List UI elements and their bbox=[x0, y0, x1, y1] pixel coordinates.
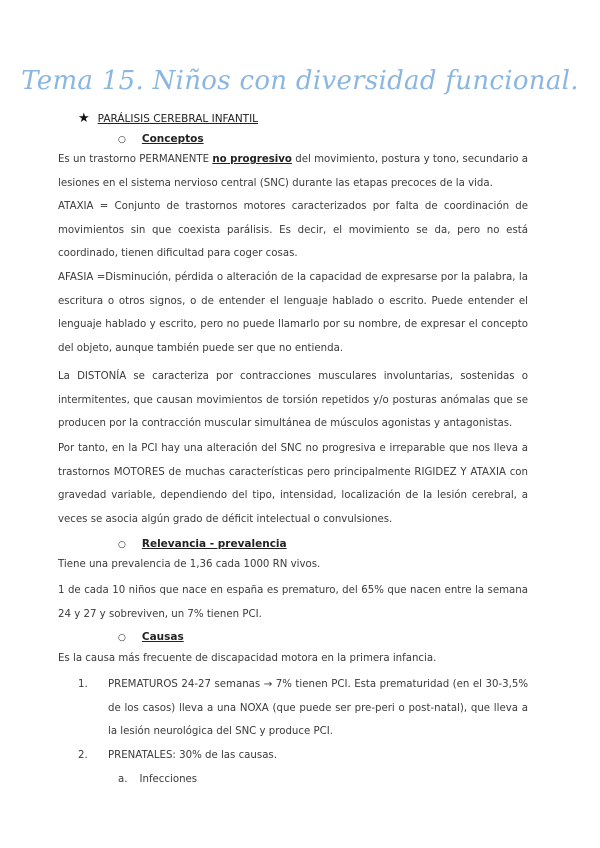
paragraph: AFASIA =Disminución, pérdida o alteración de la capacidad de expresarse por la palabra, la escritura o otros signos, o de entender el lenguaje hablado o escrito. Puede entender el lenguaje hablado y escrito, pero no puede llamarlo por su nombre, de expresar el concepto del objeto, aunque también puede ser que no entienda. bbox=[58, 272, 528, 355]
list-item-text: PREMATUROS 24-27 semanas → 7% tienen PCI. Esta prematuridad (en el 30-3,5% de los casos) lleva a una NOXA (que puede ser pre-peri o post-natal), que lleva a la lesión neurológica del SNC y produce PCI. bbox=[108, 679, 528, 737]
star-icon: ★ bbox=[78, 111, 90, 126]
subheading-label: Conceptos bbox=[141, 133, 204, 145]
subheading-label: Relevancia - prevalencia bbox=[141, 538, 287, 550]
subheading-label: Causas bbox=[141, 631, 184, 643]
circle-bullet-icon: ○ bbox=[118, 540, 126, 550]
paragraph: Tiene una prevalencia de 1,36 cada 1000 RN vivos. bbox=[58, 559, 321, 570]
page-title: Tema 15. Niños con diversidad funcional. bbox=[21, 66, 579, 96]
subheading-conceptos bbox=[118, 133, 204, 145]
circle-bullet-icon: ○ bbox=[118, 135, 126, 145]
paragraph: ATAXIA = Conjunto de trastornos motores caracterizados por falta de coordinación de movimientos sin que coexista parálisis. Es decir, el movimiento se da, pero no está coordinado, tienen dificultad para coger cosas. bbox=[58, 201, 528, 260]
emphasis-text: no progresivo bbox=[212, 154, 292, 165]
paragraph-text: del movimiento, postura y tono, secundario a lesiones en el sistema nervioso central (SNC) durante las etapas precoces de la vida. bbox=[58, 154, 528, 189]
subheading-causas bbox=[118, 631, 184, 643]
list-letter: a. bbox=[118, 774, 128, 785]
paragraph: La DISTONÍA se caracteriza por contracciones musculares involuntarias, sostenidas o intermitentes, que causan movimientos de torsión repetidos y/o posturas anómalas que se producen por la contracción muscular simultánea de músculos agonistas y antagonistas. bbox=[58, 371, 528, 430]
paragraph: 1 de cada 10 niños que nace en españa es prematuro, del 65% que nacen entre la semana 24 y 27 y sobreviven, un 7% tienen PCI. bbox=[58, 585, 528, 620]
list-item-text: Infecciones bbox=[139, 774, 198, 785]
paragraph: Por tanto, en la PCI hay una alteración del SNC no progresiva e irreparable que nos lleva a trastornos MOTORES de muchas características pero principalmente RIGIDEZ Y ATAXIA con gravedad variable, dependiendo del tipo, intensidad, localización de la lesión cerebral, a veces se asocia algún grado de déficit intelectual o convulsiones. bbox=[58, 443, 528, 526]
paragraph bbox=[58, 148, 528, 195]
section-heading-label: PARÁLISIS CEREBRAL INFANTIL bbox=[97, 113, 259, 125]
list-number: 1. bbox=[78, 679, 88, 690]
section-heading bbox=[78, 111, 258, 126]
list-number: 2. bbox=[78, 750, 88, 761]
paragraph: Es la causa más frecuente de discapacidad motora en la primera infancia. bbox=[58, 653, 437, 664]
list-item bbox=[78, 673, 528, 744]
circle-bullet-icon: ○ bbox=[118, 633, 126, 643]
list-item-text: PRENATALES: 30% de las causas. bbox=[108, 750, 277, 761]
sub-list-item bbox=[118, 774, 197, 785]
subheading-relevancia bbox=[118, 538, 287, 550]
list-item bbox=[78, 744, 528, 768]
paragraph-text: Es un trastorno PERMANENTE bbox=[58, 154, 213, 165]
